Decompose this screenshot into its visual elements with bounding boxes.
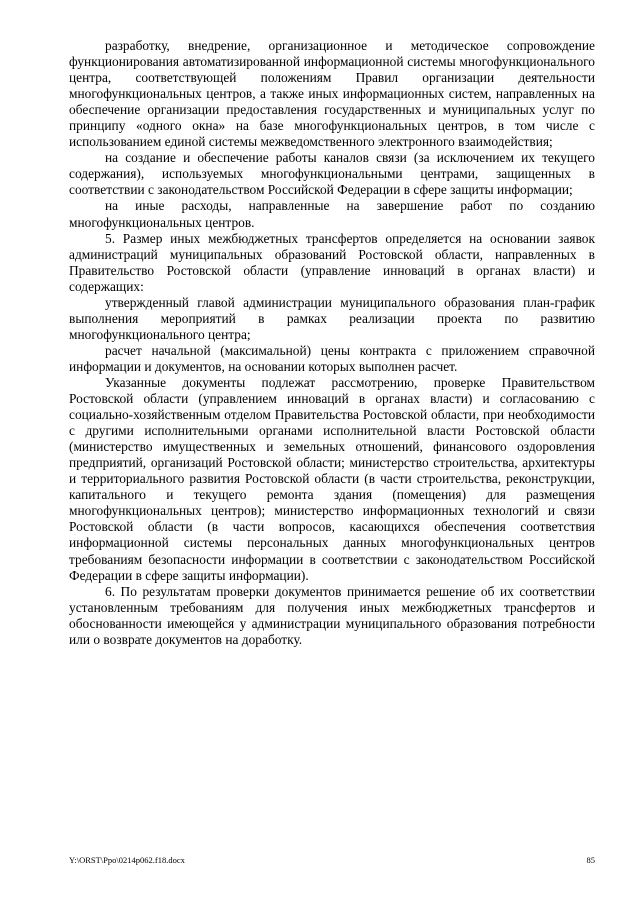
paragraph-5: утвержденный главой администрации муниципального образования план-график выполнения мероприятий в рамках реализации проекта по развитию многофункционального центра; <box>69 294 595 342</box>
footer-file-path: Y:\ORST\Ppo\0214p062.f18.docx <box>69 855 185 865</box>
paragraph-7: Указанные документы подлежат рассмотрению, проверке Правительством Ростовской области (управлением инноваций в органах власти) и согласованию с социально-хозяйственным отделом Правительства Ростовской области, при необходимости с другими исполнительными органами исполнительной власти Ростовской области (министерство имущественных и земельных отношений, финансового оздоровления предприятий, организаций Ростовской области; министерство строительства, архитектуры и территориального развития Ростовской области (в части строительства, реконструкции, капитального и текущего ремонта здания (помещения) для размещения многофункциональных центров); министерство информационных технологий и связи Ростовской области (в части вопросов, касающихся обеспечения соответствия информационной системы персональных данных многофункциональных центров требованиям безопасности информации в соответствии с законодательством Российской Федерации в сфере защиты информации). <box>69 374 595 583</box>
paragraph-3: на иные расходы, направленные на завершение работ по созданию многофункциональных центров. <box>69 198 595 230</box>
paragraph-8: 6. По результатам проверки документов принимается решение об их соответствии установленным требованиям для получения иных межбюджетных трансфертов и обоснованности имеющейся у администрации муниципального образования потребности или о возврате документов на доработку. <box>69 583 595 647</box>
page-footer <box>69 855 595 865</box>
paragraph-6: расчет начальной (максимальной) цены контракта с приложением справочной информации и документов, на основании которых выполнен расчет. <box>69 342 595 374</box>
document-page <box>69 38 595 648</box>
paragraph-4: 5. Размер иных межбюджетных трансфертов определяется на основании заявок администраций муниципальных образований Ростовской области, направленных в Правительство Ростовской области (управление инноваций в органах власти) и содержащих: <box>69 230 595 294</box>
paragraph-1: разработку, внедрение, организационное и методическое сопровождение функционирования автоматизированной информационной системы многофункционального центра, соответствующей положениям Правил организации деятельности многофункциональных центров, а также иных информационных систем, направленных на обеспечение организации предоставления государственных и муниципальных услуг по принципу «одного окна» на базе многофункциональных центров, в том числе с использованием единой системы межведомственного электронного взаимодействия; <box>69 38 595 150</box>
paragraph-2: на создание и обеспечение работы каналов связи (за исключением их текущего содержания), используемых многофункциональными центрами, защищенных в соответствии с законодательством Российской Федерации в сфере защиты информации; <box>69 150 595 198</box>
footer-page-number: 85 <box>586 855 595 865</box>
